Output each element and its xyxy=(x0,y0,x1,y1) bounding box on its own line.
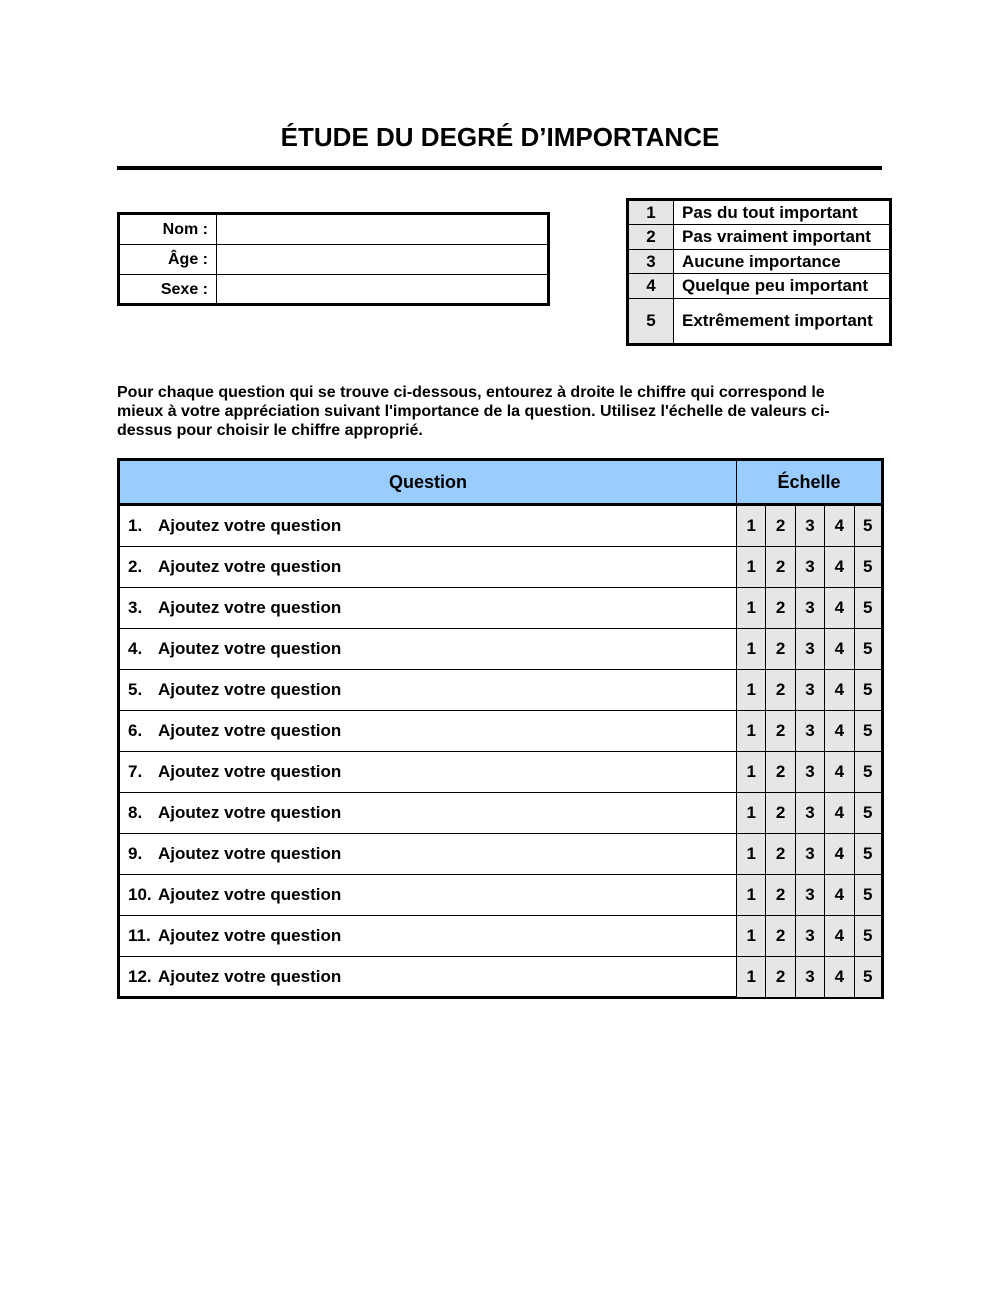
scale-option-4[interactable]: 4 xyxy=(825,834,854,874)
scale-option-2[interactable]: 2 xyxy=(766,588,795,628)
question-cell xyxy=(120,916,737,956)
question-number: 4. xyxy=(128,639,143,658)
scale-option-5[interactable]: 5 xyxy=(855,875,881,915)
question-number: 2. xyxy=(128,557,143,576)
age-field[interactable] xyxy=(217,245,547,274)
age-label: Âge : xyxy=(120,245,217,274)
sex-field[interactable] xyxy=(217,275,547,305)
question-number: 5. xyxy=(128,680,143,699)
scale-option-3[interactable]: 3 xyxy=(796,752,825,792)
question-text[interactable]: Ajoutez votre question xyxy=(158,967,342,986)
scale-option-1[interactable]: 1 xyxy=(737,711,766,751)
legend-row xyxy=(629,225,889,250)
scale-option-2[interactable]: 2 xyxy=(766,752,795,792)
scale-option-3[interactable]: 3 xyxy=(796,875,825,915)
scale-option-3[interactable]: 3 xyxy=(796,588,825,628)
scale-option-2[interactable]: 2 xyxy=(766,957,795,997)
title-divider xyxy=(117,166,882,170)
question-text[interactable]: Ajoutez votre question xyxy=(158,721,342,740)
scale-option-4[interactable]: 4 xyxy=(825,547,854,587)
scale-option-4[interactable]: 4 xyxy=(825,957,854,997)
legend-number: 2 xyxy=(629,225,674,249)
scale-option-3[interactable]: 3 xyxy=(796,957,825,997)
table-row xyxy=(120,916,881,957)
scale-option-1[interactable]: 1 xyxy=(737,670,766,710)
question-number: 11. xyxy=(128,926,151,945)
scale-option-5[interactable]: 5 xyxy=(855,629,881,669)
scale-option-4[interactable]: 4 xyxy=(825,916,854,956)
scale-option-3[interactable]: 3 xyxy=(796,629,825,669)
scale-option-4[interactable]: 4 xyxy=(825,588,854,628)
scale-option-5[interactable]: 5 xyxy=(855,506,881,546)
table-row xyxy=(120,547,881,588)
scale-option-5[interactable]: 5 xyxy=(855,670,881,710)
question-cell xyxy=(120,670,737,710)
scale-option-4[interactable]: 4 xyxy=(825,506,854,546)
question-text[interactable]: Ajoutez votre question xyxy=(158,639,342,658)
question-cell xyxy=(120,547,737,587)
question-text[interactable]: Ajoutez votre question xyxy=(158,762,342,781)
legend-number: 3 xyxy=(629,250,674,273)
question-text[interactable]: Ajoutez votre question xyxy=(158,516,342,535)
question-number: 7. xyxy=(128,762,143,781)
question-text[interactable]: Ajoutez votre question xyxy=(158,803,342,822)
scale-option-5[interactable]: 5 xyxy=(855,834,881,874)
scale-option-1[interactable]: 1 xyxy=(737,957,766,997)
scale-legend-table xyxy=(626,198,892,346)
instructions-text: Pour chaque question qui se trouve ci-dessous, entourez à droite le chiffre qui correspond le mieux à votre appréciation suivant l'importance de la question. Utilisez l'échelle de valeurs ci-dessus pour choisir le chiffre approprié. xyxy=(117,384,830,439)
legend-number: 1 xyxy=(629,201,674,224)
legend-text: Extrêmement important xyxy=(682,311,873,330)
info-row-name xyxy=(120,215,547,245)
table-row xyxy=(120,506,881,547)
question-number: 6. xyxy=(128,721,143,740)
scale-option-2[interactable]: 2 xyxy=(766,793,795,833)
scale-option-4[interactable]: 4 xyxy=(825,875,854,915)
page-title: ÉTUDE DU DEGRÉ D’IMPORTANCE xyxy=(280,122,720,152)
scale-option-1[interactable]: 1 xyxy=(737,875,766,915)
question-cell xyxy=(120,834,737,874)
info-row-age xyxy=(120,245,547,275)
scale-option-1[interactable]: 1 xyxy=(737,506,766,546)
scale-option-4[interactable]: 4 xyxy=(825,629,854,669)
name-label: Nom : xyxy=(120,215,217,244)
info-row-sex xyxy=(120,275,547,305)
scale-option-1[interactable]: 1 xyxy=(737,547,766,587)
table-row xyxy=(120,875,881,916)
scale-option-2[interactable]: 2 xyxy=(766,547,795,587)
scale-option-2[interactable]: 2 xyxy=(766,629,795,669)
legend-row xyxy=(629,250,889,274)
scale-option-2[interactable]: 2 xyxy=(766,916,795,956)
question-number: 3. xyxy=(128,598,143,617)
scale-option-1[interactable]: 1 xyxy=(737,588,766,628)
name-field[interactable] xyxy=(217,215,547,244)
question-number: 8. xyxy=(128,803,143,822)
question-cell xyxy=(120,793,737,833)
question-text[interactable]: Ajoutez votre question xyxy=(158,844,342,863)
scale-option-5[interactable]: 5 xyxy=(855,957,881,997)
table-row xyxy=(120,588,881,629)
scale-option-3[interactable]: 3 xyxy=(796,793,825,833)
scale-option-5[interactable]: 5 xyxy=(855,547,881,587)
scale-option-2[interactable]: 2 xyxy=(766,875,795,915)
legend-row xyxy=(629,274,889,299)
question-cell xyxy=(120,629,737,669)
question-cell xyxy=(120,506,737,546)
legend-text: Pas du tout important xyxy=(682,202,858,222)
scale-option-2[interactable]: 2 xyxy=(766,670,795,710)
scale-option-3[interactable]: 3 xyxy=(796,506,825,546)
question-number: 1. xyxy=(128,516,143,535)
scale-option-2[interactable]: 2 xyxy=(766,506,795,546)
scale-option-5[interactable]: 5 xyxy=(855,752,881,792)
table-row xyxy=(120,957,881,997)
scale-option-4[interactable]: 4 xyxy=(825,670,854,710)
question-text[interactable]: Ajoutez votre question xyxy=(158,926,342,945)
question-rows xyxy=(120,506,881,997)
scale-option-1[interactable]: 1 xyxy=(737,793,766,833)
table-row xyxy=(120,834,881,875)
table-row xyxy=(120,711,881,752)
scale-option-4[interactable]: 4 xyxy=(825,711,854,751)
scale-option-1[interactable]: 1 xyxy=(737,916,766,956)
table-header xyxy=(120,461,881,506)
scale-option-5[interactable]: 5 xyxy=(855,588,881,628)
scale-option-3[interactable]: 3 xyxy=(796,916,825,956)
legend-text: Aucune importance xyxy=(682,251,841,271)
question-cell xyxy=(120,711,737,751)
question-number: 9. xyxy=(128,844,143,863)
scale-option-5[interactable]: 5 xyxy=(855,916,881,956)
question-cell xyxy=(120,752,737,792)
question-cell xyxy=(120,957,737,997)
table-row xyxy=(120,629,881,670)
scale-option-3[interactable]: 3 xyxy=(796,670,825,710)
scale-option-4[interactable]: 4 xyxy=(825,793,854,833)
scale-option-2[interactable]: 2 xyxy=(766,834,795,874)
scale-option-1[interactable]: 1 xyxy=(737,752,766,792)
legend-text: Quelque peu important xyxy=(682,276,869,295)
scale-option-1[interactable]: 1 xyxy=(737,834,766,874)
scale-option-5[interactable]: 5 xyxy=(855,711,881,751)
question-number: 10. xyxy=(128,885,152,904)
scale-option-3[interactable]: 3 xyxy=(796,711,825,751)
legend-number: 4 xyxy=(629,274,674,298)
respondent-info-table xyxy=(117,212,550,306)
table-row xyxy=(120,793,881,834)
question-cell xyxy=(120,875,737,915)
question-table xyxy=(117,458,884,999)
question-text[interactable]: Ajoutez votre question xyxy=(158,598,342,617)
legend-text: Pas vraiment important xyxy=(682,227,871,246)
question-text[interactable]: Ajoutez votre question xyxy=(158,885,342,904)
question-text[interactable]: Ajoutez votre question xyxy=(158,557,342,576)
legend-number: 5 xyxy=(629,299,674,343)
scale-option-3[interactable]: 3 xyxy=(796,834,825,874)
question-column-header: Question xyxy=(120,461,737,503)
scale-option-4[interactable]: 4 xyxy=(825,752,854,792)
question-text[interactable]: Ajoutez votre question xyxy=(158,680,342,699)
sex-label: Sexe : xyxy=(120,275,217,305)
scale-option-2[interactable]: 2 xyxy=(766,711,795,751)
question-number: 12. xyxy=(128,967,152,986)
scale-option-1[interactable]: 1 xyxy=(737,629,766,669)
question-cell xyxy=(120,588,737,628)
legend-row xyxy=(629,299,889,343)
table-row xyxy=(120,752,881,793)
legend-row xyxy=(629,201,889,225)
scale-option-3[interactable]: 3 xyxy=(796,547,825,587)
scale-column-header: Échelle xyxy=(777,471,841,492)
scale-option-5[interactable]: 5 xyxy=(855,793,881,833)
table-row xyxy=(120,670,881,711)
